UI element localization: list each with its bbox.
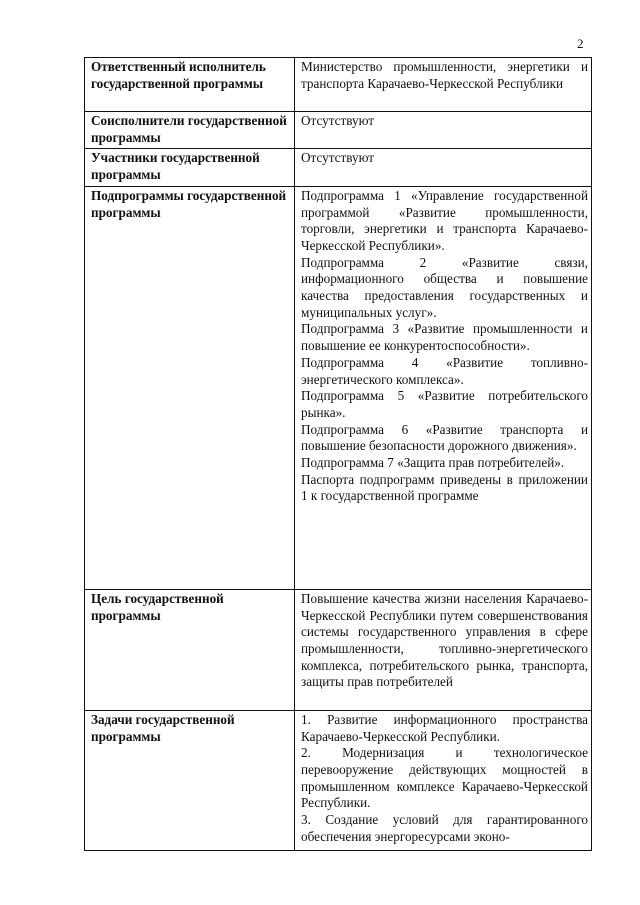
program-passport-table xyxy=(84,57,592,851)
row-label-co-executors: Соисполнители государственной программы xyxy=(85,112,295,149)
table-row xyxy=(85,589,592,710)
value-paragraph: Отсутствуют xyxy=(301,150,375,166)
subprogram-passports-note: Паспорта подпрограмм приведены в приложении 1 к государственной программе xyxy=(301,471,588,504)
row-value-participants xyxy=(295,149,592,186)
row-value-goal xyxy=(295,589,592,710)
subprogram-7: Подпрограмма 7 «Защита прав потребителей». xyxy=(301,455,565,471)
subprogram-4: Подпрограмма 4 «Развитие топливно-энергетического комплекса». xyxy=(301,354,588,387)
row-label-tasks: Задачи государственной программы xyxy=(85,710,295,850)
task-1: 1. Развитие информационного пространства Карачаево-Черкесской Республики. xyxy=(301,711,588,744)
row-value-co-executors xyxy=(295,112,592,149)
table-row xyxy=(85,58,592,112)
page-number: 2 xyxy=(577,36,584,51)
value-paragraph: Министерство промышленности, энергетики и транспорта Карачаево-Черкесской Республики xyxy=(301,59,588,91)
subprogram-6: Подпрограмма 6 «Развитие транспорта и повышение безопасности дорожного движения». xyxy=(301,421,588,454)
value-paragraph: Повышение качества жизни населения Карачаево-Черкесской Республики путем совершенствования системы государственного управления в сфере промышленности, топливно-энергетического комплекса, потребительского рынка, транспорта, защиты прав потребителей xyxy=(301,590,588,690)
row-label-goal: Цель государственной программы xyxy=(85,589,295,710)
row-value-subprograms xyxy=(295,186,592,589)
task-3: 3. Создание условий для гарантированного обеспечения энергоресурсами эконо- xyxy=(301,812,588,844)
subprogram-1: Подпрограмма 1 «Управление государственной программой «Развитие промышленности, торговли, энергетики и транспорта Карачаево-Черкесской Республики». xyxy=(301,187,588,253)
task-2: 2. Модернизация и технологическое перевооружение действующих мощностей в промышленном комплексе Карачаево-Черкесской Республики. xyxy=(301,745,588,811)
table-row xyxy=(85,710,592,850)
subprogram-3: Подпрограмма 3 «Развитие промышленности и повышение ее конкурентоспособности». xyxy=(301,321,588,354)
row-label-participants: Участники государственной программы xyxy=(85,149,295,186)
subprogram-5: Подпрограмма 5 «Развитие потребительского рынка». xyxy=(301,388,588,420)
table-row xyxy=(85,112,592,149)
value-paragraph: Отсутствуют xyxy=(301,113,375,128)
row-value-tasks xyxy=(295,710,592,850)
subprogram-2: Подпрограмма 2 «Развитие связи, информационного общества и повышение качества предоставления государственных и муниципальных услуг». xyxy=(301,254,588,320)
row-value-responsible-executor xyxy=(295,58,592,112)
row-label-subprograms: Подпрограммы государственной программы xyxy=(85,186,295,589)
table-row xyxy=(85,186,592,589)
row-label-responsible-executor: Ответственный исполнитель государственной программы xyxy=(85,58,295,112)
table-row xyxy=(85,149,592,186)
